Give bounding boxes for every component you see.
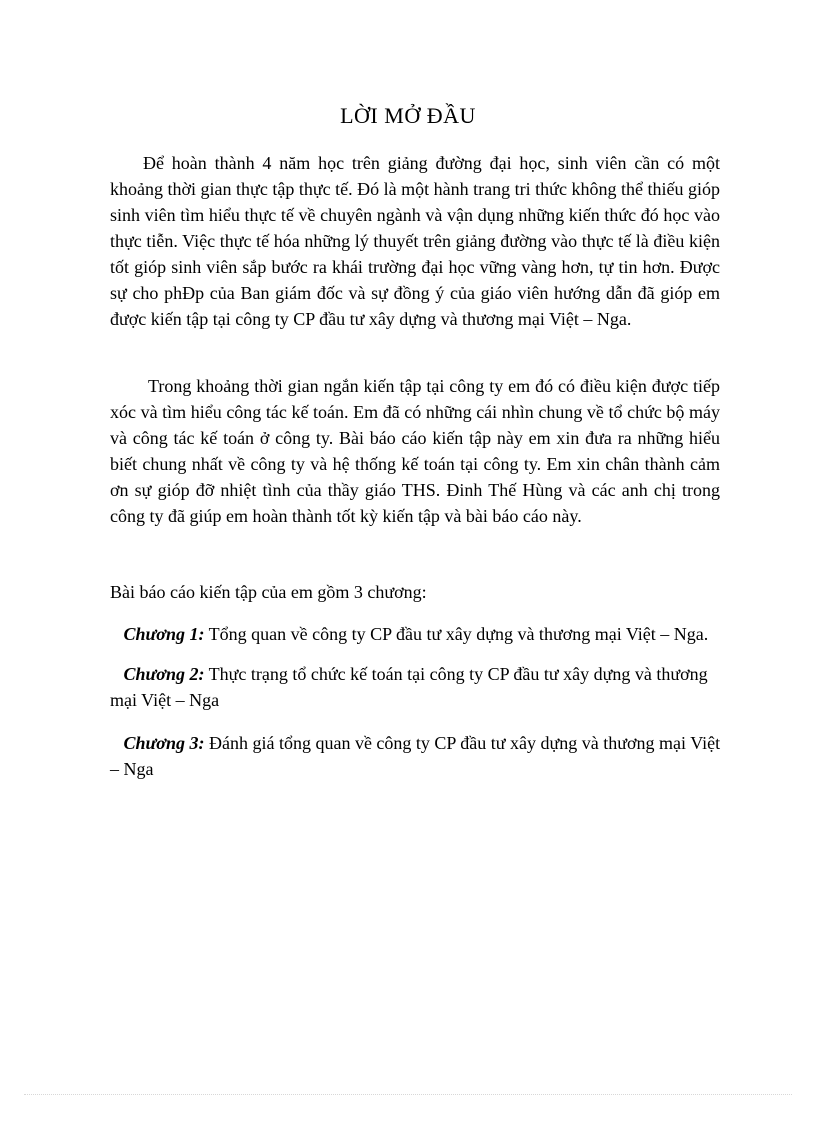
chapter-text-2: Thực trạng tổ chức kế toán tại công ty CP đầu tư xây dựng và thương mại Việt – Nga — [110, 664, 708, 710]
chapter-text-1: Tổng quan về công ty CP đầu tư xây dựng và thương mại Việt – Nga. — [204, 624, 709, 644]
chapter-label-2: Chương 2: — [123, 664, 205, 684]
chapter-item-1 — [110, 621, 722, 647]
chapter-text-3: Đánh giá tổng quan về công ty CP đầu tư xây dựng và thương mại Việt – Nga — [110, 733, 721, 779]
chapter-item-3 — [110, 730, 722, 782]
chapter-label-3: Chương 3: — [123, 733, 205, 753]
chapter-label-1: Chương 1: — [123, 624, 205, 644]
chapter-list-intro: Bài báo cáo kiến tập của em gồm 3 chương: — [110, 582, 427, 602]
paragraph-introduction: Để hoàn thành 4 năm học trên giảng đường đại học, sinh viên cần có một khoảng thời gian thực tập thực tế. Đó là một hành trang tri thức không thể thiếu gióp sinh viên tìm hiểu thực tế về chuyên ngành và vận dụng những kiến thức đó học vào thực tiễn. Việc thực tế hóa những lý thuyết trên giảng đường vào thực tế là điều kiện tốt gióp sinh viên sắp bước ra khái trường đại học vững vàng hơn, tự tin hơn. Được sự cho phĐp của Ban giám đốc và sự đồng ý của giáo viên hướng dẫn đã gióp em được kiến tập tại công ty CP đầu tư xây dựng và thương mại Việt – Nga. — [110, 153, 720, 329]
chapter-item-2 — [110, 661, 722, 713]
paragraph-acknowledgement: Trong khoảng thời gian ngắn kiến tập tại công ty em đó có điều kiện được tiếp xóc và tìm hiểu công tác kế toán. Em đã có những cái nhìn chung về tổ chức bộ máy và công tác kế toán ở công ty. Bài báo cáo kiến tập này em xin đưa ra những hiểu biết chung nhất về công ty và hệ thống kế toán tại công ty. Em xin chân thành cảm ơn sự gióp đỡ nhiệt tình của thầy giáo THS. Đinh Thế Hùng và các anh chị trong công ty đã giúp em hoàn thành tốt kỳ kiến tập và bài báo cáo này. — [110, 376, 720, 526]
page-bottom-divider — [24, 1094, 792, 1095]
page-title: LỜI MỞ ĐẦU — [340, 103, 476, 128]
